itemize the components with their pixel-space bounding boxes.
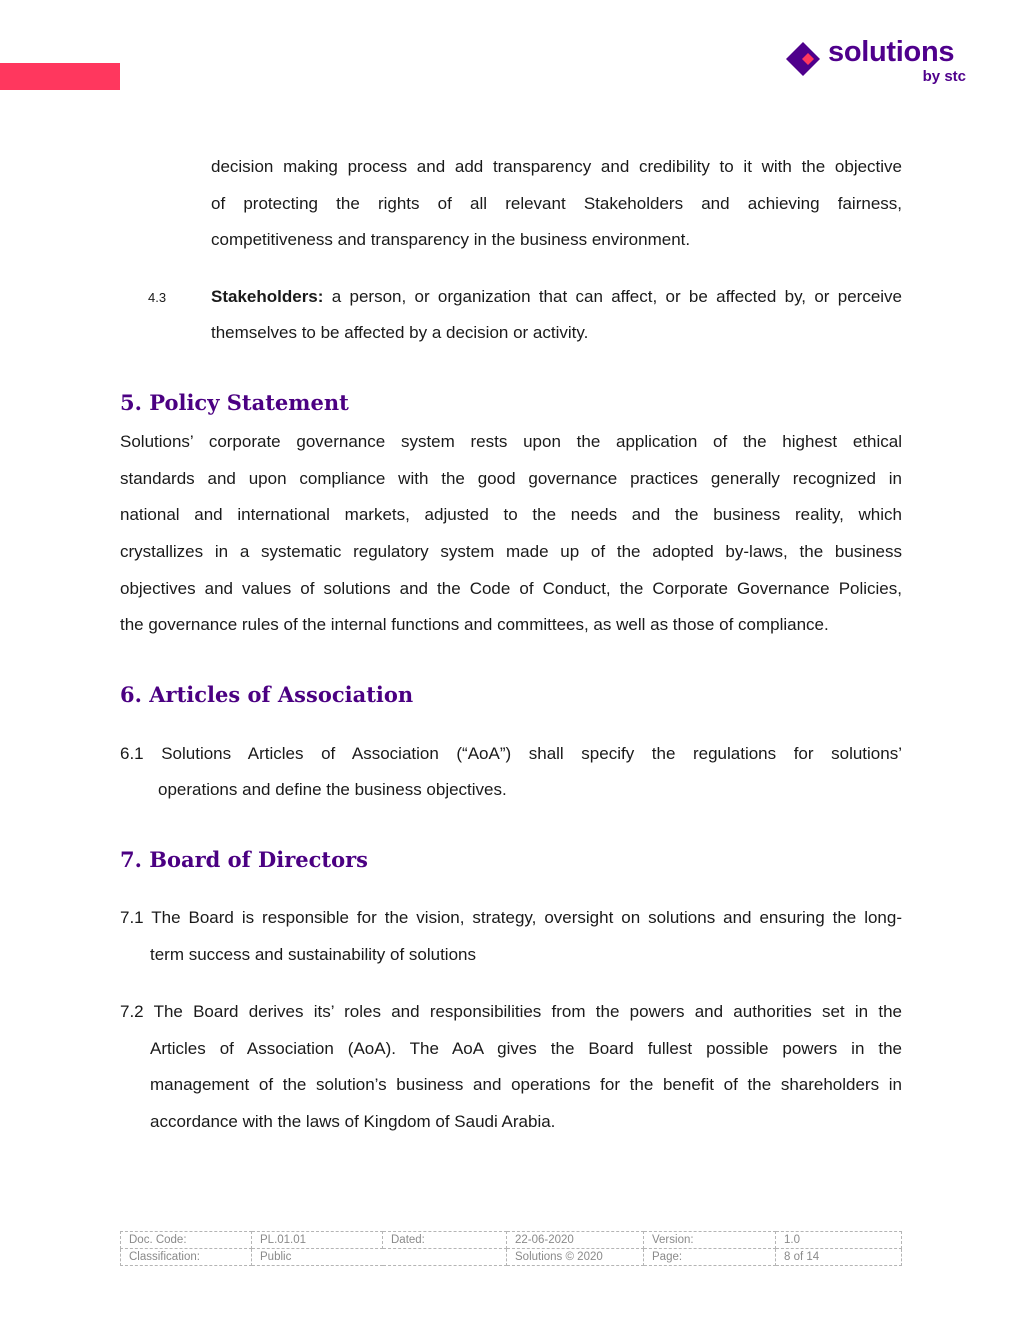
- section-heading-articles-of-association: 6. Articles of Association: [120, 682, 414, 707]
- definition-stakeholders: Stakeholders: a person, or organization that can affect, or be affected by, or perceive: [211, 287, 902, 306]
- brand-logo: [786, 36, 966, 92]
- doc-code-value: PL.01.01: [252, 1232, 383, 1249]
- paragraph-line: accordance with the laws of Kingdom of Saudi Arabia.: [150, 1112, 556, 1131]
- paragraph-line: decision making process and add transparency and credibility to it with the objective: [211, 157, 902, 176]
- paragraph-line: management of the solution’s business and operations for the benefit of the shareholders in: [150, 1075, 902, 1094]
- classification-label: Classification:: [121, 1249, 252, 1266]
- version-value: 1.0: [776, 1232, 902, 1249]
- classification-value: Public: [252, 1249, 507, 1266]
- section-heading-board-of-directors: 7. Board of Directors: [120, 847, 369, 872]
- paragraph-line: Solutions’ corporate governance system rests upon the application of the highest ethical: [120, 432, 902, 451]
- brand-name: solutions: [828, 36, 955, 68]
- doc-code-label: Doc. Code:: [121, 1232, 252, 1249]
- page-number: 8 of 14: [776, 1249, 902, 1266]
- paragraph-line: the governance rules of the internal functions and committees, as well as those of compliance.: [120, 615, 829, 634]
- paragraph-line: term success and sustainability of solutions: [150, 945, 476, 964]
- paragraph-line: crystallizes in a systematic regulatory system made up of the adopted by-laws, the business: [120, 542, 902, 561]
- paragraph-line: Articles of Association (AoA). The AoA gives the Board fullest possible powers in the: [150, 1039, 902, 1058]
- section-heading-policy-statement: 5. Policy Statement: [120, 390, 349, 415]
- paragraph-line: objectives and values of solutions and the Code of Conduct, the Corporate Governance Policies,: [120, 579, 902, 598]
- accent-bar: [0, 63, 120, 90]
- copyright: Solutions © 2020: [507, 1249, 644, 1266]
- diamond-logo-icon: [786, 42, 820, 76]
- paragraph-line: of protecting the rights of all relevant Stakeholders and achieving fairness,: [211, 194, 902, 213]
- paragraph-line: 7.2 The Board derives its’ roles and responsibilities from the powers and authorities set in the: [120, 1002, 902, 1021]
- page-label: Page:: [644, 1249, 776, 1266]
- paragraph-line: 6.1 Solutions Articles of Association (“AoA”) shall specify the regulations for solutions’: [120, 744, 902, 763]
- item-number: 4.3: [148, 290, 167, 305]
- paragraph-line: themselves to be affected by a decision or activity.: [211, 323, 589, 342]
- paragraph-line: standards and upon compliance with the good governance practices generally recognized in: [120, 469, 902, 488]
- version-label: Version:: [644, 1232, 776, 1249]
- dated-value: 22-06-2020: [507, 1232, 644, 1249]
- dated-label: Dated:: [383, 1232, 507, 1249]
- brand-byline: by stc: [922, 68, 966, 85]
- paragraph-line: 7.1 The Board is responsible for the vision, strategy, oversight on solutions and ensuring the long-: [120, 908, 902, 927]
- paragraph-line: competitiveness and transparency in the business environment.: [211, 230, 691, 249]
- paragraph-line: operations and define the business objectives.: [158, 780, 507, 799]
- paragraph-line: national and international markets, adjusted to the needs and the business reality, which: [120, 505, 902, 524]
- document-footer-table: [120, 1231, 902, 1266]
